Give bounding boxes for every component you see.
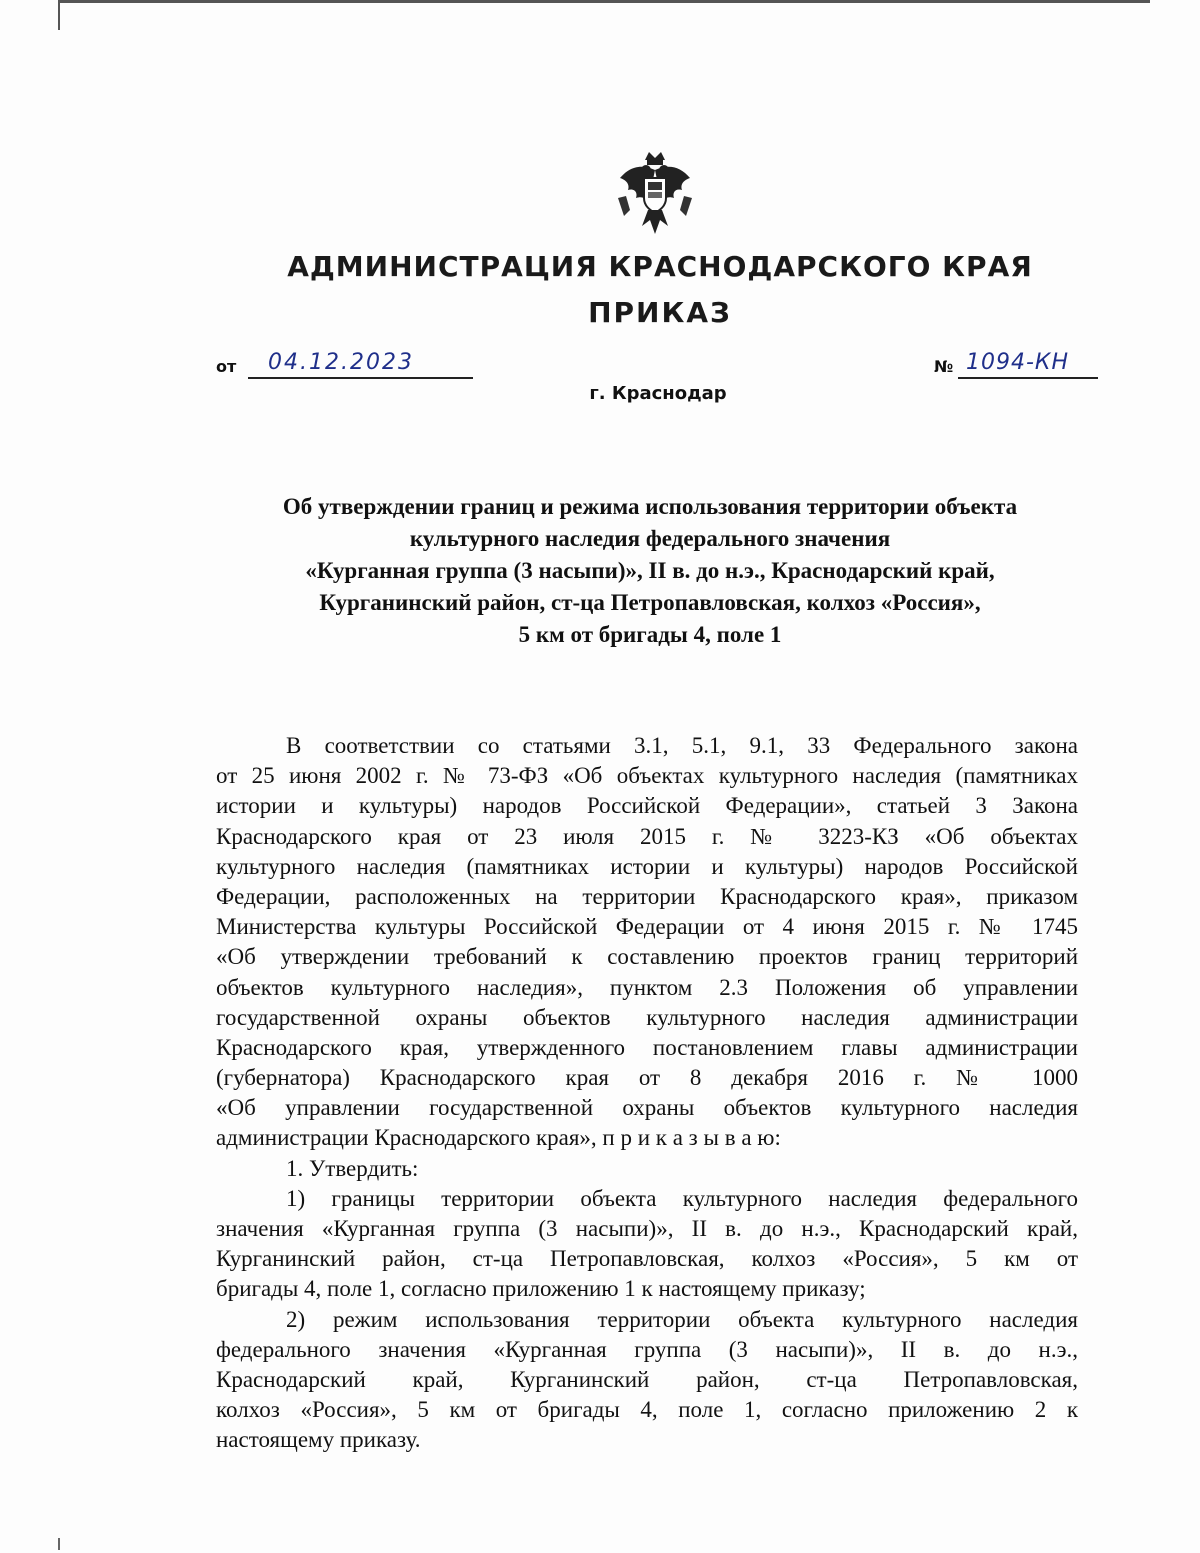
body-line: Краснодарский край, Курганинский район, ст-ца Петропавловская, bbox=[216, 1366, 1078, 1392]
number-value: 1094-КН bbox=[958, 349, 1098, 379]
document-type: ПРИКАЗ bbox=[588, 296, 732, 329]
body-line: 1) границы территории объекта культурного наследия федерального bbox=[286, 1185, 1078, 1211]
body-line: администрации Краснодарского края», п р и к а з ы в а ю: bbox=[216, 1125, 781, 1151]
body-line: федерального значения «Курганная группа (3 насыпи)», II в. до н.э., bbox=[216, 1336, 1078, 1362]
body-line: В соответствии со статьями 3.1, 5.1, 9.1, 33 Федерального закона bbox=[286, 733, 1078, 758]
coat-of-arms-icon bbox=[612, 150, 698, 240]
body-line: «Об утверждении требований к составлению проектов границ территорий bbox=[216, 944, 1078, 970]
body-line: 2) режим использования территории объекта культурного наследия bbox=[286, 1306, 1078, 1332]
subject-line: «Курганная группа (3 насыпи)», II в. до н.э., Краснодарский край, bbox=[305, 558, 995, 583]
subject-line: Об утверждении границ и режима использования территории объекта bbox=[282, 494, 1018, 519]
city-label: г. Краснодар bbox=[589, 383, 727, 404]
date-value: 04.12.2023 bbox=[248, 349, 473, 379]
date-label: от bbox=[216, 357, 237, 376]
body-line: культурного наследия (памятниках истории и культуры) народов Российской bbox=[216, 853, 1078, 879]
document-body bbox=[216, 731, 1078, 1456]
body-line: «Об управлении государственной охраны объектов культурного наследия bbox=[216, 1095, 1078, 1121]
body-line: от 25 июня 2002 г. № 73-ФЗ «Об объектах культурного наследия (памятниках bbox=[216, 763, 1078, 789]
body-line: Федерации, расположенных на территории Краснодарского края», приказом bbox=[216, 883, 1078, 909]
subject-line: 5 км от бригады 4, поле 1 bbox=[518, 622, 782, 647]
body-line: государственной охраны объектов культурного наследия администрации bbox=[216, 1004, 1078, 1030]
document-subject bbox=[200, 491, 1100, 651]
body-line: колхоз «Россия», 5 км от бригады 4, поле 1, согласно приложению 2 к bbox=[216, 1397, 1078, 1423]
scan-edge-top bbox=[60, 0, 1150, 3]
body-line: 1. Утвердить: bbox=[286, 1155, 419, 1181]
body-line: Краснодарского края от 23 июля 2015 г. № 3223-КЗ «Об объектах bbox=[216, 823, 1078, 849]
subject-line: Курганинский район, ст-ца Петропавловская, колхоз «Россия», bbox=[319, 590, 981, 615]
body-line: Краснодарского края, утвержденного постановлением главы администрации bbox=[216, 1034, 1078, 1060]
scan-edge-left bbox=[58, 0, 60, 30]
body-line: объектов культурного наследия», пунктом 2.3 Положения об управлении bbox=[216, 974, 1078, 1000]
number-label: № bbox=[934, 357, 954, 376]
body-line: (губернатора) Краснодарского края от 8 декабря 2016 г. № 1000 bbox=[216, 1065, 1078, 1091]
body-line: Министерства культуры Российской Федерации от 4 июня 2015 г. № 1745 bbox=[216, 914, 1078, 940]
organization-title: АДМИНИСТРАЦИЯ КРАСНОДАРСКОГО КРАЯ bbox=[287, 250, 1033, 283]
body-line: значения «Курганная группа (3 насыпи)», II в. до н.э., Краснодарский край, bbox=[216, 1216, 1078, 1241]
body-line: бригады 4, поле 1, согласно приложению 1 к настоящему приказу; bbox=[216, 1276, 866, 1302]
scan-edge-corner bbox=[58, 1538, 60, 1550]
body-line: истории и культуры) народов Российской Федерации», статьей 3 Закона bbox=[216, 793, 1078, 819]
subject-line: культурного наследия федерального значения bbox=[409, 526, 891, 551]
body-line: настоящему приказу. bbox=[216, 1427, 421, 1453]
body-line: Курганинский район, ст-ца Петропавловская, колхоз «Россия», 5 км от bbox=[216, 1246, 1078, 1272]
